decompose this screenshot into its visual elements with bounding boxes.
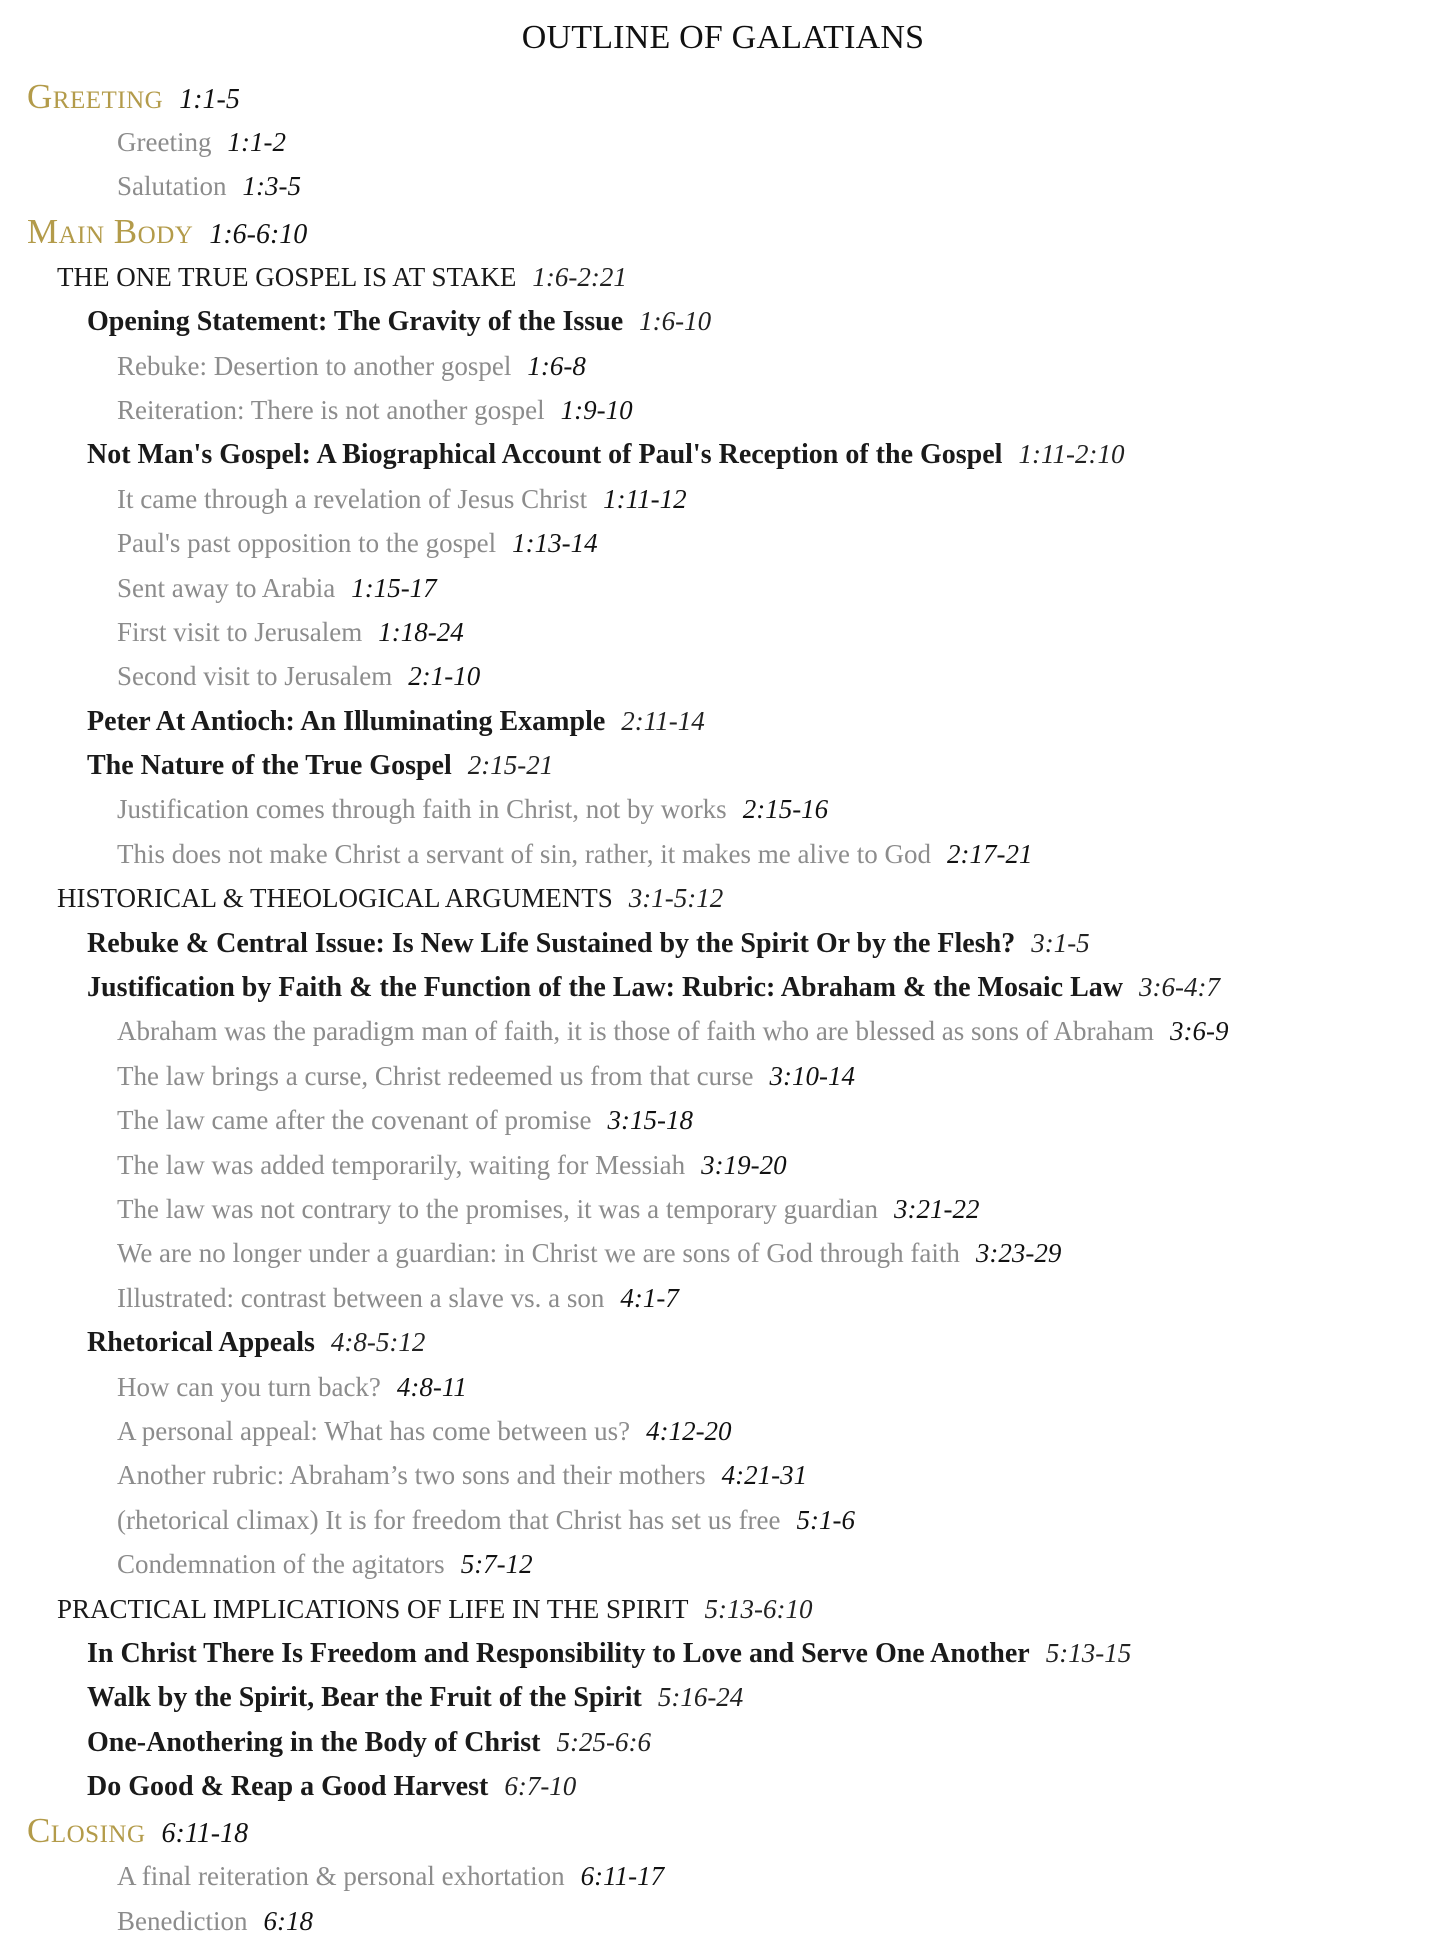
scripture-reference: 2:17-21 [946,838,1033,869]
scripture-reference: 3:15-18 [607,1105,694,1136]
outline-label: Peter At Antioch: An Illuminating Example [87,705,606,737]
outline-label: A final reiteration & personal exhortation [117,1861,565,1892]
scripture-reference: 3:1-5 [1031,927,1090,958]
scripture-reference: 1:18-24 [378,616,464,647]
outline-heading [0,921,1446,965]
outline-label: Benediction [117,1905,248,1936]
scripture-reference: 1:13-14 [512,528,598,559]
outline-label: Abraham was the paradigm man of faith, it is those of faith who are blessed as sons of Abraham [117,1016,1154,1047]
outline-section [0,1808,1446,1854]
outline-label: The law was not contrary to the promises, it was a temporary guardian [117,1193,879,1224]
outline-item [0,1498,1446,1542]
scripture-reference: 3:6-9 [1169,1016,1229,1047]
outline-item [0,1409,1446,1453]
outline-label: This does not make Christ a servant of sin, rather, it makes me alive to God [117,838,931,869]
outline-label: Illustrated: contrast between a slave vs. a son [117,1282,605,1313]
scripture-reference: 6:11-17 [580,1861,665,1892]
scripture-reference: 5:25-6:6 [556,1726,651,1757]
scripture-reference: 1:11-12 [603,483,687,514]
scripture-reference: 5:16-24 [657,1682,744,1713]
outline-label: Second visit to Jerusalem [117,661,393,692]
outline-label: One-Anothering in the Body of Christ [87,1726,541,1758]
scripture-reference: 1:6-8 [527,350,586,381]
outline-label: Greeting [27,77,164,116]
outline-item [0,566,1446,610]
outline-label: THE ONE TRUE GOSPEL IS AT STAKE [57,261,517,292]
scripture-reference: 2:11-14 [621,705,705,736]
outline-item [0,1854,1446,1898]
outline-heading [0,699,1446,743]
scripture-reference: 3:1-5:12 [628,883,724,914]
scripture-reference: 5:7-12 [460,1549,533,1580]
outline-heading [0,299,1446,343]
outline-section [0,74,1446,120]
outline-label: The law came after the covenant of promise [117,1105,592,1136]
outline-item [0,610,1446,654]
outline-division [0,255,1446,299]
outline-label: A personal appeal: What has come between us? [117,1415,631,1446]
outline-item [0,654,1446,698]
outline-label: Justification by Faith & the Function of the Law: Rubric: Abraham & the Mosaic Law [87,972,1123,1004]
scripture-reference: 3:21-22 [894,1193,980,1224]
outline-item [0,1453,1446,1497]
scripture-reference: 1:3-5 [242,171,301,202]
outline-item [0,344,1446,388]
scripture-reference: 6:11-18 [161,1818,249,1850]
outline-label: Salutation [117,171,227,202]
scripture-reference: 5:1-6 [796,1504,856,1535]
outline-heading [0,1720,1446,1764]
outline-label: Opening Statement: The Gravity of the Issue [87,306,624,338]
outline-item [0,1365,1446,1409]
outline-label: Reiteration: There is not another gospel [117,394,545,425]
outline-division [0,1587,1446,1631]
outline-item [0,1143,1446,1187]
outline-label: Rhetorical Appeals [87,1327,315,1359]
outline-label: Do Good & Reap a Good Harvest [87,1771,489,1803]
outline-label: (rhetorical climax) It is for freedom that Christ has set us free [117,1504,781,1535]
scripture-reference: 1:11-2:10 [1018,439,1125,470]
outline-label: Another rubric: Abraham’s two sons and their mothers [117,1460,706,1491]
scripture-reference: 1:9-10 [560,394,633,425]
scripture-reference: 6:7-10 [504,1771,577,1802]
outline-heading [0,1675,1446,1719]
outline-item [0,1231,1446,1275]
scripture-reference: 1:6-2:21 [532,261,627,292]
scripture-reference: 5:13-6:10 [704,1593,813,1624]
outline-heading [0,1764,1446,1808]
outline-label: Main Body [27,211,194,251]
scripture-reference: 3:10-14 [769,1060,856,1091]
scripture-reference: 4:8-5:12 [330,1327,426,1358]
scripture-reference: 4:8-11 [396,1371,467,1402]
outline-label: Walk by the Spirit, Bear the Fruit of the Spirit [87,1682,642,1714]
outline-item [0,1009,1446,1053]
outline-item [0,164,1446,208]
outline-label: We are no longer under a guardian: in Christ we are sons of God through faith [117,1238,960,1269]
outline-label: Condemnation of the agitators [117,1549,445,1580]
scripture-reference: 2:15-21 [467,750,554,781]
outline-item [0,832,1446,876]
outline-label: Not Man's Gospel: A Biographical Account of Paul's Reception of the Gospel [87,439,1003,471]
outline-heading [0,1631,1446,1675]
outline-item [0,1276,1446,1320]
outline-item [0,1542,1446,1586]
outline-label: PRACTICAL IMPLICATIONS OF LIFE IN THE SPIRIT [57,1593,689,1624]
outline-heading [0,1320,1446,1364]
outline-item [0,521,1446,565]
outline-label: HISTORICAL & THEOLOGICAL ARGUMENTS [57,883,613,914]
outline-heading [0,743,1446,787]
scripture-reference: 3:6-4:7 [1138,972,1220,1003]
outline-item [0,1187,1446,1231]
scripture-reference: 4:12-20 [646,1415,732,1446]
scripture-reference: 1:6-6:10 [209,218,308,250]
scripture-reference: 4:21-31 [721,1460,808,1491]
outline-label: The law was added temporarily, waiting for Messiah [117,1149,686,1180]
page-title: OUTLINE OF GALATIANS [521,19,925,56]
outline-list [0,74,1446,1943]
scripture-reference: 1:1-5 [179,84,240,115]
outline-label: Greeting [117,127,212,157]
scripture-reference: 2:1-10 [408,661,481,692]
outline-item [0,1098,1446,1142]
outline-item [0,787,1446,831]
scripture-reference: 2:15-16 [742,794,829,825]
scripture-reference: 4:1-7 [620,1282,679,1313]
scripture-reference: 1:6-10 [639,306,712,337]
scripture-reference: 3:19-20 [701,1149,787,1180]
outline-label: Justification comes through faith in Christ, not by works [117,794,727,825]
outline-section [0,209,1446,255]
outline-label: It came through a revelation of Jesus Christ [117,483,588,514]
scripture-reference: 3:23-29 [975,1238,1062,1269]
outline-label: Rebuke & Central Issue: Is New Life Sustained by the Spirit Or by the Flesh? [87,927,1016,959]
outline-label: In Christ There Is Freedom and Responsibility to Love and Serve One Another [87,1637,1030,1669]
outline-item [0,1899,1446,1943]
outline-item [0,388,1446,432]
outline-label: First visit to Jerusalem [117,616,363,647]
scripture-reference: 1:1-2 [227,127,286,157]
outline-heading [0,432,1446,476]
outline-division [0,876,1446,920]
outline-item [0,1054,1446,1098]
outline-label: Rebuke: Desertion to another gospel [117,350,512,381]
outline-label: The Nature of the True Gospel [87,750,452,782]
outline-label: Closing [27,1811,146,1851]
scripture-reference: 5:13-15 [1045,1637,1132,1668]
scripture-reference: 1:15-17 [351,572,437,603]
scripture-reference: 6:18 [263,1905,313,1936]
outline-label: Paul's past opposition to the gospel [117,528,497,559]
outline-label: How can you turn back? [117,1371,381,1402]
outline-item [0,477,1446,521]
outline-item [0,120,1446,164]
outline-heading [0,965,1446,1009]
outline-label: Sent away to Arabia [117,572,336,603]
outline-label: The law brings a curse, Christ redeemed us from that curse [117,1060,754,1091]
